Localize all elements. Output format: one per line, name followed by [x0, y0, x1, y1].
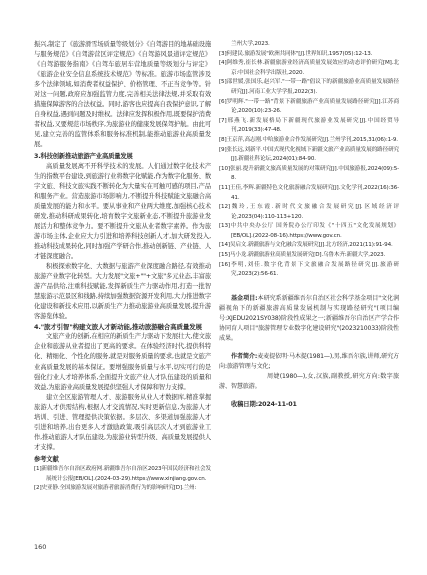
body-paragraph: 积极探索数字化、大数据与旅游产业深度融合路径,有效推动旅游产业数字化转型。大力发展"文旅+""+文旅"多元业态,丰富旅游产品供给,注重科技赋能,发挥新质生产力驱动作用,打造一批智慧旅游示范景区和线路,持续加强数据资源开发利用,大力推进数字化建设和新技术应用,以新质生产力推动旅游业高质量发展,提升游客游览体验。	[34, 263, 211, 321]
reference-continuation: 兰州大学,2023.	[231, 41, 270, 47]
reference-item	[219, 117, 399, 136]
reference-item	[219, 50, 399, 60]
reference-text: 张丽.提升新疆文旅高质量发展的对策研究[J].中国旅游报,2024(09):5-8.	[229, 165, 399, 182]
reference-text: 邢燕飞.新发展格局下新疆现代旅游业发展研究[J].中国经贸导刊,2019(33):47-48.	[226, 117, 399, 134]
reference-label: [4]	[219, 60, 227, 67]
reference-item	[219, 59, 399, 78]
reference-text: 新疆维吾尔自治区政府网.新疆维吾尔自治区2023年国民经济和社会发展统计公报[EB/OL].(2024-03-29).https://www.xinjiang.gov.cn.	[41, 465, 211, 482]
reference-text: 马小龙.新疆旅游业高质量发展研究[D].乌鲁木齐:新疆大学,2023.	[229, 252, 386, 259]
reference-text: 何建民.旅游发展"欧洲共同体"[J].世界知识,1957(05):12-13.	[226, 50, 373, 57]
reference-text: 史亚静.全国旅游发展对旅游者旅游消费行为的影响研究[D].兰州:	[41, 485, 197, 492]
reference-text: 阿维秀,崔长林.新疆旅游业经济高质量发展效应的动态评价研究[M].北京:中国社会科学出版社,2020.	[226, 60, 399, 76]
reference-label: [15]	[219, 252, 230, 259]
author-text: 麦麦提依明·马木提(1981—),男,维吾尔族,讲师,研究方向:旅游管理与文化;	[219, 353, 400, 371]
reference-text: 张长远,刘新平.中国式现代化视域下新疆文旅产业高质量发展的路径研究[J].新疆社科论坛,2024(01):84-90.	[226, 146, 399, 163]
reference-text: 王京萍,高志刚.中哈旅游业合作发展研究[J].兰州学刊,2015,31(06):1-9.	[226, 136, 398, 143]
reference-label: [10]	[219, 165, 230, 172]
reference-item	[219, 98, 399, 117]
reference-text: 吴启文.新疆旅游与文化融合发展研究[J].北方经济,2021(11):91-94.	[229, 242, 393, 249]
reference-text: 魏玲,王东霞.新时代文旅融合发展研究[J].区域经济评论,2023(04):110-113+120.	[229, 204, 399, 220]
reference-text: 李明,刘佳.数字化背景下文旅融合发展路径研究[J].旅游研究,2023(2):56-61.	[229, 261, 399, 278]
body-paragraph: 文旅产业的创新,在相应的新质生产力驱动下发展壮大,使文旅企业和旅游从业者提出了更高的要求。在体验经济时代,提供科特化、精细化、个性化的服务,就是对服务质量的要求,也就是文旅产业高质量发展的基本保证。要增强服务质量与水平,切实可行的是强化行业人才培养体系,全面提升文旅产业人才队伍建设的质量和效益,为旅游业高质量发展提供坚强人才保障和智力支撑。	[34, 333, 211, 391]
reference-label: [14]	[219, 242, 230, 249]
reference-label: [13]	[219, 223, 230, 230]
reference-item	[219, 203, 399, 222]
page-number: 160	[34, 543, 47, 551]
reference-label: [3]	[219, 50, 227, 57]
reference-label: [1]	[34, 465, 42, 472]
reference-text: 中共中央办公厅 国务院办公厅印发《"十四五"文化发展规划》[EB/OL].(2022-08-16).https://www.gov.cn.	[229, 223, 399, 239]
reference-label: [6]	[219, 98, 227, 105]
section-heading-4: 4."旅才引智"构建文旅人才新动能,推动旅游融合高质量发展	[34, 323, 202, 332]
reference-text: 王佳,李辉.新疆特色文化旅游融合发展研究[J].文化学刊,2022(16):36-41.	[229, 184, 399, 201]
reference-list	[219, 50, 399, 280]
reference-item	[219, 184, 399, 203]
reference-item	[219, 78, 399, 97]
body-paragraph: 振兴,制定了《旅游滑雪场质量等级划分》《自驾游目的地基础设施与服务规范》《自驾游营区评定规范》《自驾游风景道评定规范》《自驾游服务指南》《自驾车旅居车营地质量等级划分与评定》《旅游企业安全信息系统技术规范》等标准。旅游市场监管涉及多个法律领域,如消费者权益保护、价格管理、不正当竞争等。针对这一问题,政府应加强监管力度,完善相关法律法规,并采取有效措施保障游客的合法权益。同时,游客也应提高自我保护意识,了解自身权益,遇到问题及时维权。法律应发挥积极作用,既要保护消费者权益,又要规范市场秩序,为旅游业的健康发展保驾护航。由此可见,建立完善的监管体系和服务标准机制,能推动旅游业高质量发展。	[34, 41, 211, 149]
body-paragraph: 建立全区旅游管理人才、旅游服务从业人才数据库,精准掌握旅游人才供需结构,根据人才交流情况,实时更新信息,为旅游人才培训、引进、管理提供决策依据。多层次、多渠道加强旅游人才引进和培养,出台更多人才激励政策,吸引高层次人才到旅游业工作,推动旅游人才队伍建设,为旅游业转型升级、高质量发展提供人才支撑。	[34, 393, 211, 451]
reference-item	[34, 465, 211, 484]
reference-item	[219, 146, 399, 165]
fund-note	[219, 294, 399, 344]
reference-item	[34, 484, 211, 494]
reference-item	[219, 222, 399, 241]
section-heading-3: 3.科技创新推动旅游产业高质量发展	[34, 152, 133, 160]
reference-text: 罗明辉."一带一路"背景下新疆旅游产业高质量发展路径研究[J].江苏商论,2020(10):23-26.	[226, 98, 399, 115]
received-date: 收稿日期:2024-11-01	[231, 401, 297, 409]
reference-label: [12]	[219, 204, 230, 211]
reference-label: [8]	[219, 136, 227, 143]
reference-item	[219, 261, 399, 280]
body-paragraph: 高质量发展离不开科学技术的发展。人们通过数字化技术产生的指数平台建设,到旅游行业将数字化赋能,作为数字化服务、数字文旅、科技文旅实践不断转化为大量实在可触可感的项目,产品和服务产业。营造旅游市场影响力,不断提升科技赋能文旅融合高质量发展的能力和水平。要从事业和产业两大维度,加强核心技术研发,推动科研成果转化,培育数字文旅新业态,不断提升旅游业发展活力和整体竞争力。要不断提升文旅从业者数字素养。作为旅游市场主体,企业应大力引进和培养科技创新人才,加大研发投入,推动科技成果转化,同时加强产学研合作,推动创新链、产业链、人才链深度融合。	[34, 162, 211, 260]
reference-label: [7]	[219, 117, 227, 124]
author-bio	[219, 352, 399, 372]
references-title: 参考文献	[34, 455, 59, 463]
reference-item	[219, 165, 399, 184]
reference-item	[219, 136, 399, 146]
left-column	[34, 40, 211, 494]
reference-item	[219, 241, 399, 251]
reference-label: [16]	[219, 261, 230, 268]
fund-text: 本研究系新疆维吾尔自治区社会科学基金项目"文化润疆视角下的新疆旅游高质量发展机制与实现路径研究"(项目编号:XJEDU2021SY038)阶段性成果之一;新疆维吾尔自治区产学合作协同育人项目"旅游管理专业数字化建设研究"(2023210033)阶段性成果。	[219, 294, 400, 343]
fund-label: 基金项目:	[231, 294, 258, 302]
reference-label: [5]	[219, 79, 227, 86]
reference-label: [11]	[219, 184, 230, 191]
author-label: 作者简介:	[231, 353, 258, 361]
reference-label: [2]	[34, 485, 42, 492]
reference-item	[219, 251, 399, 261]
reference-text: 邵世媛,张国乐,赵兴军."一带一路"倡议下的新疆旅游业高质量发展路径研究[J].河南工业大学学报,2022(3).	[226, 79, 399, 95]
right-column	[219, 40, 399, 410]
reference-label: [9]	[219, 146, 227, 153]
author-bio-second: 周婕(1980—),女,汉族,副教授,研究方向:数字旅游、智慧旅游。	[219, 373, 399, 391]
